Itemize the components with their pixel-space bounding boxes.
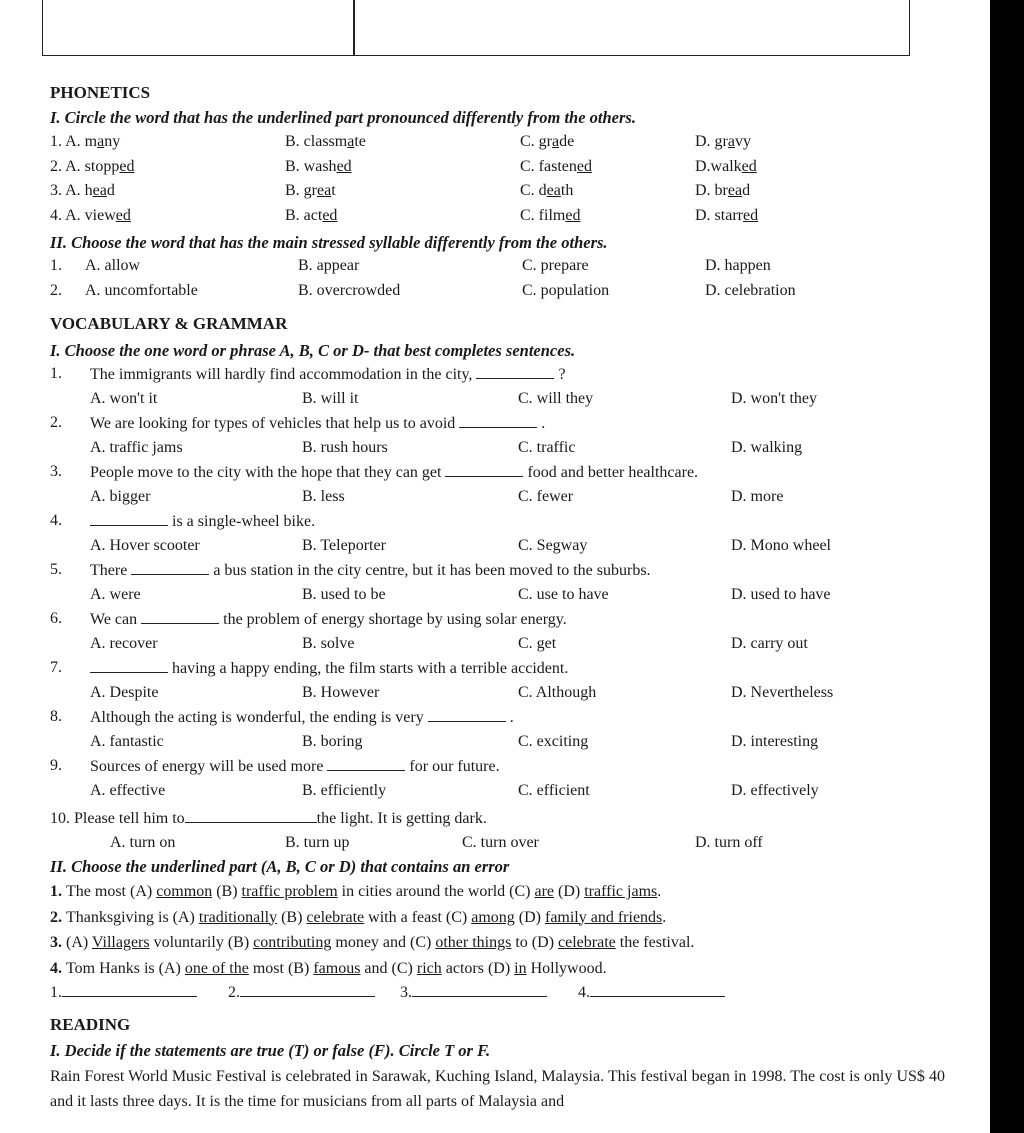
answer-blank[interactable] [445, 462, 523, 477]
vocab-q10-option-c[interactable]: C. turn over [462, 834, 539, 851]
vocab-q9-option-a[interactable]: A. effective [90, 781, 166, 799]
answer-blank[interactable] [590, 982, 725, 997]
vocab-q7-stem: having a happy ending, the film starts with a terrible accident. [90, 658, 568, 679]
vocab-q1-option-a[interactable]: A. won't it [90, 389, 158, 407]
underlined-part: traditionally [198, 908, 278, 926]
underlined-part: a [347, 133, 355, 150]
underlined-part: one of the [184, 959, 249, 977]
vocab-q8-option-c[interactable]: C. exciting [518, 732, 589, 750]
underlined-part: contributing [253, 934, 332, 951]
vocab-q6-option-a[interactable]: A. recover [90, 634, 158, 652]
vocab-q3-option-d[interactable]: D. more [731, 487, 784, 505]
scan-edge-bar [990, 0, 1024, 1133]
vocab-q1-option-b[interactable]: B. will it [302, 389, 359, 407]
vocab-q4-option-a[interactable]: A. Hover scooter [90, 536, 200, 554]
vocab-q4-number: 4. [50, 512, 62, 529]
vocab-q8-option-a[interactable]: A. fantastic [90, 732, 164, 750]
vocab-q2-option-c[interactable]: C. traffic [518, 438, 576, 456]
underlined-part: a [552, 133, 560, 150]
vocab-q1-option-d[interactable]: D. won't they [731, 389, 817, 407]
answer-blank[interactable] [327, 756, 405, 771]
vocab-part1-instruction: I. Choose the one word or phrase A, B, C or D- that best completes sentences. [50, 341, 576, 360]
vocab-q6-option-c[interactable]: C. get [518, 634, 557, 652]
phonetics-q1-option-a[interactable]: 1. A. many [50, 133, 121, 150]
answer-table-box [42, 0, 910, 56]
vocab-q10-option-d[interactable]: D. turn off [695, 834, 763, 851]
vocab-q7-number: 7. [50, 659, 62, 676]
underlined-part: ed [115, 206, 131, 224]
reading-passage: Rain Forest World Music Festival is celebrated in Sarawak, Kuching Island, Malaysia. This festival began in 1998. The cost is only US$ 40 and it lasts three days. It is the time for musicians from all parts of Malaysia and [50, 1068, 945, 1110]
phonetics-q4-option-a[interactable]: 4. A. viewed [50, 206, 131, 224]
answer-slot-3[interactable]: 3. [400, 982, 547, 1003]
underlined-part: celebrate [558, 934, 616, 951]
vocab-q5-stem: There a bus station in the city centre, but it has been moved to the suburbs. [90, 562, 651, 579]
answer-blank[interactable] [459, 413, 537, 428]
phonetics-q1-option-d[interactable]: D. gravy [695, 133, 751, 150]
underlined-part: a [727, 133, 735, 150]
phonetics-q3-option-a[interactable]: 3. A. head [50, 182, 115, 199]
vocab-q5-option-c[interactable]: C. use to have [518, 585, 609, 603]
answer-blank[interactable] [476, 364, 554, 379]
underlined-part: common [156, 883, 213, 900]
vocab-q9-option-d[interactable]: D. effectively [731, 781, 819, 799]
phonetics-q3-option-c[interactable]: C. death [520, 182, 574, 199]
phonetics-part1-instruction: I. Circle the word that has the underlined part pronounced differently from the others. [50, 108, 636, 127]
reading-instruction: I. Decide if the statements are true (T) or false (F). Circle T or F. [50, 1041, 491, 1060]
phonetics-part2-instruction: II. Choose the word that has the main stressed syllable differently from the others. [50, 233, 608, 252]
answer-blank[interactable] [240, 982, 375, 997]
vocab-q5-number: 5. [50, 561, 62, 578]
vocab-q3-option-b[interactable]: B. less [302, 487, 345, 505]
vocab-q5-option-d[interactable]: D. used to have [731, 585, 831, 603]
vocab-q8-number: 8. [50, 708, 62, 725]
vocab-q2-number: 2. [50, 414, 62, 431]
vocab-q7-option-a[interactable]: A. Despite [90, 683, 159, 701]
stress-q1-option-b[interactable]: B. appear [298, 257, 360, 274]
answer-slot-1[interactable]: 1. [50, 982, 197, 1003]
underlined-part: ea [727, 182, 743, 199]
phonetics-q2-option-a[interactable]: 2. A. stopped [50, 157, 135, 175]
vocab-q7-option-d[interactable]: D. Nevertheless [731, 683, 834, 701]
phonetics-q3-option-d[interactable]: D. bread [695, 182, 751, 199]
vocab-q1-option-c[interactable]: C. will they [518, 389, 594, 407]
stress-q2-option-b[interactable]: B. overcrowded [298, 282, 401, 299]
vocab-q10-stem: 10. Please tell him to the light. It is getting dark. [50, 810, 487, 827]
answer-blank[interactable] [141, 609, 219, 624]
phonetics-heading: PHONETICS [50, 83, 151, 102]
phonetics-q1-option-c[interactable]: C. grade [520, 133, 575, 150]
error-sentence-2: 2. Thanksgiving is (A) traditionally (B) celebrate with a feast (C) among (D) family and friends. [50, 908, 667, 926]
vocab-q6-option-b[interactable]: B. solve [302, 634, 355, 652]
underlined-part: ed [336, 157, 352, 175]
vocab-q7-option-c[interactable]: C. Although [518, 683, 597, 701]
vocab-q2-option-a[interactable]: A. traffic jams [90, 438, 183, 456]
underlined-part: ed [565, 206, 581, 224]
vocab-q8-stem: Although the acting is wonderful, the ending is very . [90, 709, 514, 726]
answer-slot-4[interactable]: 4. [578, 982, 725, 1003]
vocab-q6-option-d[interactable]: D. carry out [731, 634, 808, 652]
underlined-part: are [534, 883, 555, 900]
underlined-part: ed [322, 206, 338, 224]
vocab-q2-option-b[interactable]: B. rush hours [302, 438, 388, 456]
vocab-q5-option-a[interactable]: A. were [90, 585, 141, 603]
stress-q1-option-c[interactable]: C. prepare [522, 257, 589, 274]
underlined-part: ed [741, 157, 757, 175]
phonetics-q2-option-c[interactable]: C. fastened [520, 157, 592, 175]
stress-q2-option-c[interactable]: C. population [522, 282, 610, 299]
answer-blank[interactable] [428, 707, 506, 722]
vocab-heading: VOCABULARY & GRAMMAR [50, 314, 288, 333]
vocab-q9-number: 9. [50, 757, 62, 774]
vocab-q9-stem: Sources of energy will be used more for our future. [90, 758, 500, 775]
underlined-part: ea [546, 182, 561, 199]
vocab-q9-option-c[interactable]: C. efficient [518, 781, 590, 799]
vocab-q8-option-d[interactable]: D. interesting [731, 732, 819, 750]
vocab-part2-instruction: II. Choose the underlined part (A, B, C or D) that contains an error [50, 857, 510, 876]
vocab-q9-option-b[interactable]: B. efficiently [302, 781, 387, 799]
vocab-q7-option-b[interactable]: B. However [302, 683, 380, 701]
vocab-q4-option-b[interactable]: B. Teleporter [302, 536, 386, 554]
answer-blank[interactable] [90, 658, 168, 673]
vocab-q3-option-a[interactable]: A. bigger [90, 487, 151, 505]
error-sentence-3: 3. (A) Villagers voluntarily (B) contributing money and (C) other things to (D) celebrate the festival. [50, 934, 695, 951]
vocab-q6-number: 6. [50, 610, 62, 627]
phonetics-q2-option-b[interactable]: B. washed [285, 157, 352, 175]
underlined-part: ed [119, 157, 135, 175]
phonetics-q1-option-b[interactable]: B. classmate [285, 133, 366, 150]
underlined-part: ea [92, 182, 107, 199]
underlined-part: celebrate [306, 908, 365, 926]
answer-blank[interactable] [412, 982, 547, 997]
answer-blank[interactable] [185, 808, 317, 823]
vocab-q3-option-c[interactable]: C. fewer [518, 487, 574, 505]
vocab-q4-stem: is a single-wheel bike. [90, 511, 315, 532]
underlined-part: a [97, 133, 105, 150]
stress-q2-option-a[interactable]: A. uncomfortable [85, 282, 198, 299]
vocab-q10-option-b[interactable]: B. turn up [285, 834, 350, 851]
vocab-q5-option-b[interactable]: B. used to be [302, 585, 386, 603]
phonetics-q3-option-b[interactable]: B. great [285, 182, 336, 199]
underlined-part: traffic problem [241, 883, 338, 900]
table-divider [353, 0, 355, 55]
vocab-q8-option-b[interactable]: B. boring [302, 732, 363, 750]
vocab-q10-option-a[interactable]: A. turn on [110, 834, 176, 851]
phonetics-q4-option-b[interactable]: B. acted [285, 206, 338, 224]
vocab-q2-option-d[interactable]: D. walking [731, 438, 803, 456]
vocab-q2-stem: We are looking for types of vehicles that help us to avoid . [90, 415, 546, 432]
stress-q2-number: 2. [50, 282, 62, 299]
phonetics-q2-option-d[interactable]: D.walked [695, 157, 757, 175]
stress-q1-number: 1. [50, 257, 62, 274]
vocab-q1-stem: The immigrants will hardly find accommodation in the city, ? [90, 366, 566, 383]
underlined-part: famous [313, 959, 361, 977]
underlined-part: other things [435, 934, 512, 951]
vocab-q1-number: 1. [50, 365, 62, 382]
underlined-part: in [514, 959, 527, 977]
answer-blank[interactable] [62, 982, 197, 997]
underlined-part: among [471, 908, 515, 926]
phonetics-q4-option-c[interactable]: C. filmed [520, 206, 581, 224]
underlined-part: ed [576, 157, 592, 175]
error-sentence-1: 1. The most (A) common (B) traffic problem in cities around the world (C) are (D) traffic jams. [50, 883, 662, 900]
stress-q1-option-a[interactable]: A. allow [85, 257, 141, 274]
underlined-part: traffic jams [584, 883, 658, 900]
stress-q1-option-d[interactable]: D. happen [705, 257, 771, 274]
vocab-q3-stem: People move to the city with the hope that they can get food and better healthcare. [90, 464, 699, 481]
vocab-q4-option-c[interactable]: C. Segway [518, 536, 588, 554]
vocab-q4-option-d[interactable]: D. Mono wheel [731, 536, 831, 554]
underlined-part: ed [742, 206, 759, 224]
underlined-part: rich [416, 959, 442, 977]
vocab-q6-stem: We can the problem of energy shortage by using solar energy. [90, 611, 567, 628]
underlined-part: family and friends [544, 908, 663, 926]
underlined-part: Villagers [91, 934, 150, 951]
stress-q2-option-d[interactable]: D. celebration [705, 282, 796, 299]
vocab-q3-number: 3. [50, 463, 62, 480]
answer-blank[interactable] [90, 511, 168, 526]
reading-heading: READING [50, 1015, 131, 1034]
error-sentence-4: 4. Tom Hanks is (A) one of the most (B) famous and (C) rich actors (D) in Hollywood. [50, 959, 607, 977]
answer-slot-2[interactable]: 2. [228, 982, 375, 1003]
underlined-part: ea [317, 182, 332, 199]
phonetics-q4-option-d[interactable]: D. starred [695, 206, 759, 224]
answer-blank[interactable] [131, 560, 209, 575]
